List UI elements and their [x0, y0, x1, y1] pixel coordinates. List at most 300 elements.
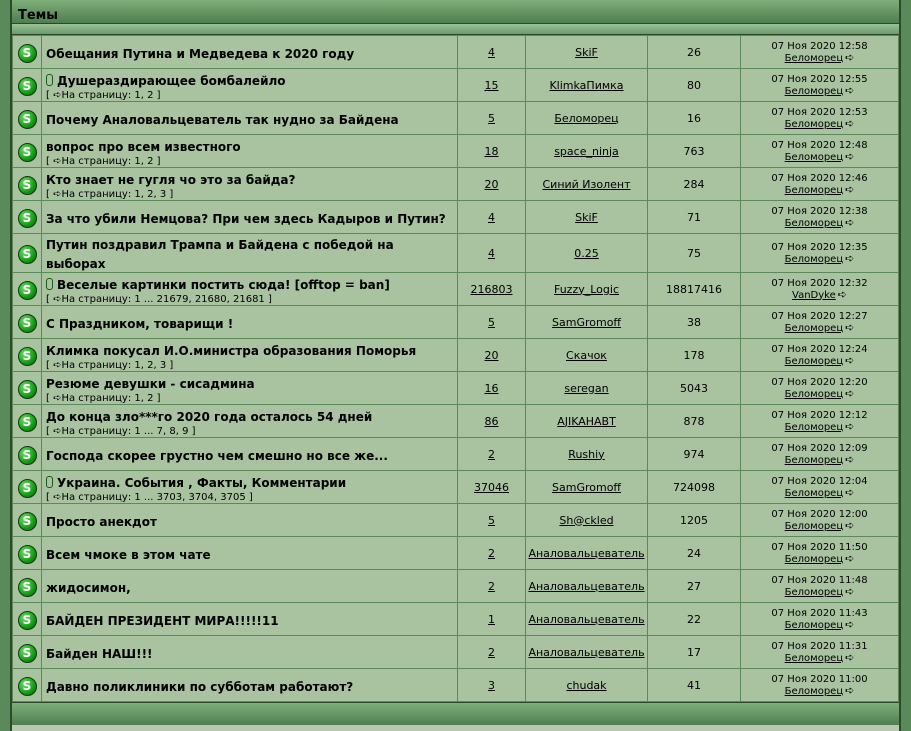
topic-title-cell [42, 537, 458, 570]
last-post-date: 07 Ноя 2020 12:04 [771, 475, 868, 487]
topic-author-link[interactable]: Аналовальцеватель [528, 645, 645, 659]
goto-last-post-icon[interactable]: ➪ [845, 116, 855, 130]
topic-row [13, 504, 899, 537]
topic-views-cell [648, 135, 741, 168]
last-post-user-link[interactable]: Беломорец [784, 421, 844, 433]
topic-author-cell [526, 168, 648, 201]
goto-last-post-icon[interactable]: ➪ [845, 683, 855, 697]
topic-status-icon: S [18, 512, 37, 531]
topic-title-link[interactable]: Резюме девушки - сисадмина [46, 376, 255, 391]
topic-views-cell [648, 471, 741, 504]
topic-author-link[interactable]: Скачок [566, 348, 607, 362]
topic-status-cell [13, 36, 42, 69]
topic-replies-link[interactable]: 18 [484, 144, 499, 158]
last-post-date: 07 Ноя 2020 11:00 [771, 673, 868, 685]
last-post-user-link[interactable]: Беломорец [784, 184, 844, 196]
topic-author-cell [526, 306, 648, 339]
last-post-date: 07 Ноя 2020 12:55 [771, 73, 868, 85]
attachment-icon [46, 278, 53, 290]
topic-views-cell [648, 438, 741, 471]
topic-status-cell [13, 135, 42, 168]
topic-replies-cell [458, 504, 526, 537]
topic-pages[interactable]: [ ➪На страницу: 1, 2, 3 ] [46, 359, 174, 371]
topic-views: 878 [683, 414, 705, 428]
goto-last-post-icon[interactable]: ➪ [845, 83, 855, 97]
topic-views: 17 [687, 645, 701, 659]
topic-author-cell [526, 102, 648, 135]
topic-views: 38 [687, 315, 701, 329]
topic-replies-link[interactable]: 37046 [474, 480, 509, 494]
topic-replies-cell [458, 669, 526, 702]
topic-title-cell [42, 201, 458, 234]
topic-replies-link[interactable]: 216803 [470, 282, 513, 296]
last-post-user-link[interactable]: Беломорец [784, 355, 844, 367]
attachment-icon [46, 476, 53, 488]
goto-last-post-icon[interactable]: ➪ [845, 149, 855, 163]
topic-last-post-cell [741, 102, 899, 135]
topic-status-icon: S [18, 644, 37, 663]
topic-status-icon: S [18, 77, 37, 96]
topic-author-cell [526, 135, 648, 168]
topic-last-post-cell [741, 636, 899, 669]
topic-author-link[interactable]: KlimkaПимка [549, 78, 624, 92]
topic-views: 5043 [680, 381, 708, 395]
last-post-date: 07 Ноя 2020 12:09 [771, 442, 868, 454]
topic-views: 724098 [673, 480, 715, 494]
topic-status-icon: S [18, 110, 37, 129]
topic-views: 24 [687, 546, 701, 560]
topic-last-post-cell [741, 135, 899, 168]
topic-status-cell [13, 201, 42, 234]
topic-last-post-cell [741, 69, 899, 102]
topic-replies-link[interactable]: 86 [484, 414, 499, 428]
topic-row [13, 471, 899, 504]
last-post-user-link[interactable]: Беломорец [784, 520, 844, 532]
topic-title-cell [42, 405, 458, 438]
topic-views-cell [648, 36, 741, 69]
topic-status-cell [13, 603, 42, 636]
topic-author-link[interactable]: Fuzzy_Logic [553, 282, 619, 296]
topic-views: 27 [687, 579, 701, 593]
topic-replies-cell [458, 234, 526, 273]
goto-last-post-icon[interactable]: ➪ [845, 485, 855, 499]
last-post-user-link[interactable]: Беломорец [784, 454, 844, 466]
topic-author-link[interactable]: SamGromoff [552, 480, 621, 494]
topic-row [13, 135, 899, 168]
topic-author-link[interactable]: SkiF [575, 45, 598, 59]
topic-views-cell [648, 537, 741, 570]
topic-replies-link[interactable]: 5 [488, 513, 495, 527]
last-post-user-link[interactable]: Беломорец [784, 619, 844, 631]
topic-author-link[interactable]: Беломорец [554, 111, 619, 125]
topic-author-cell [526, 201, 648, 234]
topic-title-link[interactable]: Байден НАШ!!! [46, 646, 153, 661]
topic-author-link[interactable]: Аналовальцеватель [528, 579, 645, 593]
topic-last-post-cell [741, 201, 899, 234]
topic-status-icon: S [18, 143, 37, 162]
goto-last-post-icon[interactable]: ➪ [845, 50, 855, 64]
last-post-user-link[interactable]: Беломорец [784, 553, 844, 565]
topic-author-link[interactable]: AJIKAHABT [557, 414, 616, 428]
topic-status-cell [13, 636, 42, 669]
topic-author-link[interactable]: Аналовальцеватель [528, 546, 645, 560]
topic-last-post-cell [741, 339, 899, 372]
topic-status-icon: S [18, 611, 37, 630]
topic-status-icon: S [18, 281, 37, 300]
topic-author-cell [526, 471, 648, 504]
topic-replies-cell [458, 273, 526, 306]
topic-last-post-cell [741, 306, 899, 339]
topic-status-icon: S [18, 545, 37, 564]
goto-last-post-icon[interactable]: ➪ [845, 320, 855, 334]
goto-last-post-icon[interactable]: ➪ [845, 551, 855, 565]
topic-row [13, 339, 899, 372]
topic-title-cell [42, 69, 458, 102]
topic-views: 71 [687, 210, 701, 224]
topic-author-link[interactable]: seregan [564, 381, 609, 395]
last-post-user-link[interactable]: Беломорец [784, 586, 844, 598]
topic-views-cell [648, 339, 741, 372]
topic-row [13, 570, 899, 603]
topic-views-cell [648, 570, 741, 603]
last-post-user-link[interactable]: Беломорец [784, 652, 844, 664]
topic-row [13, 201, 899, 234]
topic-replies-cell [458, 372, 526, 405]
topic-replies-cell [458, 570, 526, 603]
topic-row [13, 537, 899, 570]
topic-author-cell [526, 234, 648, 273]
last-post-date: 07 Ноя 2020 11:50 [771, 541, 868, 553]
topic-author-link[interactable]: Синий Изолент [542, 177, 631, 191]
topic-author-cell [526, 636, 648, 669]
last-post-user-link[interactable]: Беломорец [784, 85, 844, 97]
topic-replies-link[interactable]: 20 [484, 177, 499, 191]
topic-status-cell [13, 570, 42, 603]
topic-title-cell [42, 273, 458, 306]
topic-title-cell [42, 438, 458, 471]
topic-row [13, 438, 899, 471]
goto-last-post-icon[interactable]: ➪ [845, 617, 855, 631]
goto-last-post-icon[interactable]: ➪ [845, 215, 855, 229]
topic-replies-cell [458, 537, 526, 570]
last-post-user-link[interactable]: Беломорец [784, 217, 844, 229]
topic-views-cell [648, 669, 741, 702]
last-post-date: 07 Ноя 2020 12:46 [771, 172, 868, 184]
last-post-date: 07 Ноя 2020 12:48 [771, 139, 868, 151]
last-post-user-link[interactable]: VanDyke [792, 289, 836, 301]
topic-last-post-cell [741, 36, 899, 69]
topic-title-link[interactable]: Всем чмоке в этом чате [46, 547, 211, 562]
topic-views-cell [648, 504, 741, 537]
topic-title-cell [42, 372, 458, 405]
topic-author-cell [526, 504, 648, 537]
topic-status-cell [13, 306, 42, 339]
topic-pages[interactable]: [ ➪На страницу: 1, 2 ] [46, 155, 161, 167]
goto-last-post-icon[interactable]: ➪ [845, 452, 855, 466]
topic-status-cell [13, 504, 42, 537]
topic-replies-link[interactable]: 4 [488, 246, 495, 260]
topic-last-post-cell [741, 504, 899, 537]
topic-views-cell [648, 636, 741, 669]
panel-footer [12, 702, 899, 725]
topic-replies-cell [458, 603, 526, 636]
topic-status-cell [13, 438, 42, 471]
topic-title-cell [42, 339, 458, 372]
topic-replies-cell [458, 102, 526, 135]
last-post-user-link[interactable]: Беломорец [784, 118, 844, 130]
topic-views: 1205 [680, 513, 708, 527]
topic-views-cell [648, 603, 741, 636]
attachment-icon [46, 74, 53, 86]
last-post-date: 07 Ноя 2020 12:35 [771, 241, 868, 253]
topic-replies-link[interactable]: 5 [488, 111, 495, 125]
topic-status-icon: S [18, 176, 37, 195]
topic-replies-cell [458, 201, 526, 234]
topic-author-cell [526, 603, 648, 636]
topic-replies-cell [458, 36, 526, 69]
topic-author-link[interactable]: Sh@ckled [559, 513, 614, 527]
topic-pages[interactable]: [ ➪На страницу: 1 ... 3703, 3704, 3705 ] [46, 491, 253, 503]
topic-author-cell [526, 339, 648, 372]
topic-replies-link[interactable]: 4 [488, 45, 495, 59]
topic-status-cell [13, 69, 42, 102]
topic-replies-link[interactable]: 2 [488, 546, 495, 560]
topic-title-link[interactable]: Обещания Путина и Медведева к 2020 году [46, 46, 355, 61]
goto-last-post-icon[interactable]: ➪ [845, 650, 855, 664]
topic-row [13, 669, 899, 702]
topic-row [13, 234, 899, 273]
last-post-date: 07 Ноя 2020 11:31 [771, 640, 868, 652]
topic-row [13, 36, 899, 69]
topic-author-link[interactable]: chudak [566, 678, 607, 692]
last-post-date: 07 Ноя 2020 12:12 [771, 409, 868, 421]
last-post-user-link[interactable]: Беломорец [784, 52, 844, 64]
last-post-date: 07 Ноя 2020 11:43 [771, 607, 868, 619]
topic-status-icon: S [18, 209, 37, 228]
topic-row [13, 69, 899, 102]
topic-views: 16 [687, 111, 701, 125]
topic-last-post-cell [741, 570, 899, 603]
topic-replies-cell [458, 168, 526, 201]
topic-row [13, 102, 899, 135]
topic-replies-link[interactable]: 2 [488, 579, 495, 593]
topic-replies-cell [458, 405, 526, 438]
goto-last-post-icon[interactable]: ➪ [845, 584, 855, 598]
topic-status-icon: S [18, 245, 37, 264]
topic-author-cell [526, 537, 648, 570]
topic-pages[interactable]: [ ➪На страницу: 1 ... 7, 8, 9 ] [46, 425, 196, 437]
topic-replies-cell [458, 69, 526, 102]
topic-replies-link[interactable]: 1 [488, 612, 495, 626]
topic-views-cell [648, 201, 741, 234]
last-post-user-link[interactable]: Беломорец [784, 685, 844, 697]
topic-author-link[interactable]: space_ninja [554, 144, 619, 158]
last-post-date: 07 Ноя 2020 12:20 [771, 376, 868, 388]
topic-author-cell [526, 372, 648, 405]
topic-author-cell [526, 69, 648, 102]
topic-replies-cell [458, 339, 526, 372]
goto-last-post-icon[interactable]: ➪ [845, 386, 855, 400]
topic-author-cell [526, 273, 648, 306]
last-post-user-link[interactable]: Беломорец [784, 253, 844, 265]
topic-status-icon: S [18, 314, 37, 333]
goto-last-post-icon[interactable]: ➪ [845, 419, 855, 433]
topic-replies-link[interactable]: 2 [488, 447, 495, 461]
last-post-date: 07 Ноя 2020 12:00 [771, 508, 868, 520]
topic-title-link[interactable]: Почему Аналовальцеватель так нудно за Байдена [46, 112, 399, 127]
topic-title-link[interactable]: Душераздирающее бомбалейло [57, 73, 286, 88]
topic-pages[interactable]: [ ➪На страницу: 1, 2 ] [46, 392, 161, 404]
topic-replies-link[interactable]: 20 [484, 348, 499, 362]
topic-status-cell [13, 339, 42, 372]
topic-last-post-cell [741, 471, 899, 504]
topic-last-post-cell [741, 603, 899, 636]
topic-status-icon: S [18, 479, 37, 498]
topic-last-post-cell [741, 438, 899, 471]
last-post-user-link[interactable]: Беломорец [784, 487, 844, 499]
panel-header [12, 0, 899, 24]
topic-row [13, 636, 899, 669]
topic-views: 22 [687, 612, 701, 626]
topic-replies-link[interactable]: 16 [484, 381, 499, 395]
topic-title-link[interactable]: С Праздником, товарищи ! [46, 316, 234, 331]
topic-status-icon: S [18, 446, 37, 465]
topic-pages[interactable]: [ ➪На страницу: 1, 2, 3 ] [46, 188, 174, 200]
topic-replies-cell [458, 636, 526, 669]
topic-views: 178 [683, 348, 705, 362]
topic-title-link[interactable]: За что убили Немцова? При чем здесь Кадыров и Путин? [46, 211, 446, 226]
topic-author-link[interactable]: Аналовальцеватель [528, 612, 645, 626]
topic-author-link[interactable]: SkiF [575, 210, 598, 224]
topic-status-icon: S [18, 578, 37, 597]
topic-views: 80 [687, 78, 701, 92]
topic-title-link[interactable]: Господа скорее грустно чем смешно но все же... [46, 448, 388, 463]
topic-status-icon: S [18, 380, 37, 399]
topic-views: 75 [687, 246, 701, 260]
topic-title-link[interactable]: Климка покусал И.О.министра образования Поморья [46, 343, 417, 358]
topic-status-cell [13, 669, 42, 702]
topic-title-cell [42, 234, 458, 273]
topic-title-link[interactable]: До конца зло***го 2020 года осталось 54 дней [46, 409, 373, 424]
topic-title-cell [42, 570, 458, 603]
topic-title-link[interactable]: БАЙДЕН ПРЕЗИДЕНТ МИРА!!!!!11 [46, 613, 279, 628]
topic-status-cell [13, 537, 42, 570]
topic-row [13, 372, 899, 405]
topic-status-cell [13, 273, 42, 306]
last-post-user-link[interactable]: Беломорец [784, 322, 844, 334]
topic-title-link[interactable]: вопрос про всем известного [46, 139, 241, 154]
topic-last-post-cell [741, 537, 899, 570]
panel-subheader [12, 24, 899, 35]
goto-last-post-icon[interactable]: ➪ [845, 251, 855, 265]
panel-title: Темы [18, 8, 59, 23]
topic-status-icon: S [18, 347, 37, 366]
topic-author-link[interactable]: 0.25 [574, 246, 599, 260]
topic-views: 18817416 [666, 282, 722, 296]
topic-last-post-cell [741, 669, 899, 702]
topic-title-cell [42, 603, 458, 636]
topic-pages[interactable]: [ ➪На страницу: 1 ... 21679, 21680, 21681 ] [46, 293, 272, 305]
last-post-date: 07 Ноя 2020 12:58 [771, 40, 868, 52]
topic-title-link[interactable]: Украина. События , Факты, Комментарии [57, 475, 347, 490]
topic-pages[interactable]: [ ➪На страницу: 1, 2 ] [46, 89, 161, 101]
topic-last-post-cell [741, 405, 899, 438]
topic-author-link[interactable]: Rushiy [568, 447, 605, 461]
topic-last-post-cell [741, 273, 899, 306]
topic-status-cell [13, 102, 42, 135]
goto-last-post-icon[interactable]: ➪ [845, 518, 855, 532]
topic-replies-link[interactable]: 15 [484, 78, 499, 92]
topic-title-link[interactable]: Путин поздравил Трампа и Байдена с победой на выборах [46, 238, 394, 271]
topic-title-cell [42, 471, 458, 504]
topic-title-cell [42, 669, 458, 702]
topic-replies-link[interactable]: 2 [488, 645, 495, 659]
topic-status-icon: S [18, 44, 37, 63]
topic-replies-cell [458, 135, 526, 168]
topic-author-cell [526, 36, 648, 69]
topic-replies-link[interactable]: 5 [488, 315, 495, 329]
topic-author-cell [526, 570, 648, 603]
topic-row [13, 405, 899, 438]
topic-replies-cell [458, 306, 526, 339]
topic-title-cell [42, 102, 458, 135]
goto-last-post-icon[interactable]: ➪ [845, 353, 855, 367]
topics-panel [10, 0, 901, 731]
last-post-date: 07 Ноя 2020 12:38 [771, 205, 868, 217]
topic-replies-link[interactable]: 4 [488, 210, 495, 224]
topic-title-cell [42, 36, 458, 69]
topic-status-cell [13, 234, 42, 273]
topic-title-link[interactable]: Давно поликлиники по субботам работают? [46, 679, 354, 694]
topic-title-cell [42, 168, 458, 201]
topic-title-cell [42, 636, 458, 669]
topic-replies-link[interactable]: 3 [488, 678, 495, 692]
topic-last-post-cell [741, 372, 899, 405]
topic-row [13, 168, 899, 201]
topic-replies-cell [458, 471, 526, 504]
goto-last-post-icon[interactable]: ➪ [845, 182, 855, 196]
topic-title-link[interactable]: Кто знает не гугля чо это за байда? [46, 172, 296, 187]
topic-row [13, 603, 899, 636]
topic-title-link[interactable]: жидосимон, [46, 580, 131, 595]
topic-author-cell [526, 669, 648, 702]
topic-status-icon: S [18, 413, 37, 432]
topic-status-cell [13, 471, 42, 504]
topic-views: 763 [683, 144, 705, 158]
topic-status-cell [13, 372, 42, 405]
last-post-user-link[interactable]: Беломорец [784, 388, 844, 400]
goto-last-post-icon[interactable]: ➪ [837, 287, 847, 301]
last-post-user-link[interactable]: Беломорец [784, 151, 844, 163]
topic-views: 26 [687, 45, 701, 59]
topic-author-link[interactable]: SamGromoff [552, 315, 621, 329]
topic-views-cell [648, 102, 741, 135]
last-post-date: 07 Ноя 2020 11:48 [771, 574, 868, 586]
topic-views-cell [648, 306, 741, 339]
topic-views: 974 [683, 447, 705, 461]
last-post-date: 07 Ноя 2020 12:27 [771, 310, 868, 322]
topic-title-link[interactable]: Веселые картинки постить сюда! [offtop = ban] [57, 277, 390, 292]
topic-status-icon: S [18, 677, 37, 696]
topic-title-link[interactable]: Просто анекдот [46, 514, 157, 529]
topic-row [13, 306, 899, 339]
last-post-date: 07 Ноя 2020 12:53 [771, 106, 868, 118]
last-post-date: 07 Ноя 2020 12:24 [771, 343, 868, 355]
topic-views-cell [648, 372, 741, 405]
topic-status-cell [13, 405, 42, 438]
last-post-date: 07 Ноя 2020 12:32 [771, 277, 868, 289]
topic-views-cell [648, 405, 741, 438]
